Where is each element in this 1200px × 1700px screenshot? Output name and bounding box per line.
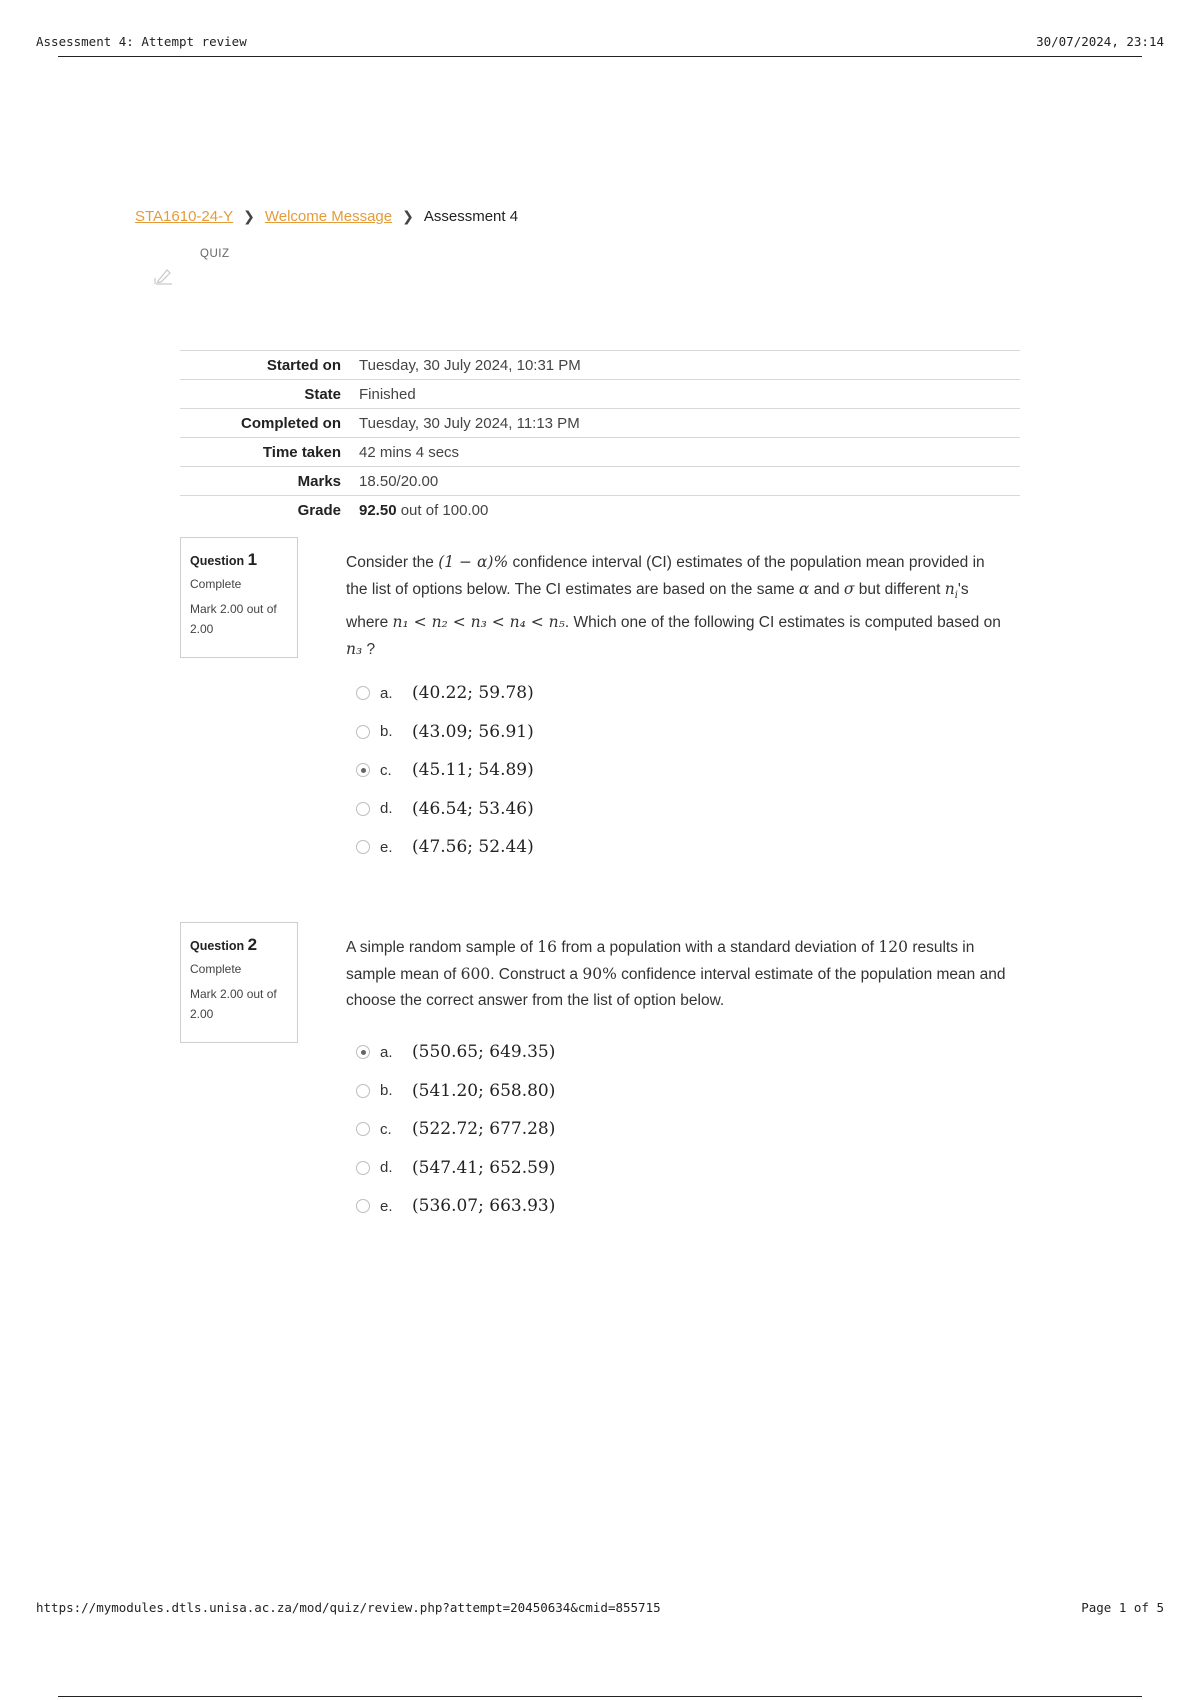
summary-row (180, 409, 1020, 438)
question-state: Complete (190, 962, 242, 977)
breadcrumb-course-link[interactable]: STA1610-24-Y (135, 208, 234, 225)
answer-option[interactable]: a. (40.22; 59.78) (356, 674, 534, 713)
answer-options (356, 1033, 555, 1226)
radio-button[interactable] (356, 1161, 370, 1175)
answer-option[interactable]: e. (536.07; 663.93) (356, 1187, 555, 1226)
page-number: Page 1 of 5 (1081, 1600, 1164, 1615)
summary-value (359, 496, 1020, 525)
activity-type-label: QUIZ (200, 248, 230, 260)
breadcrumb-current: Assessment 4 (423, 208, 519, 225)
math-symbol: σ (843, 580, 855, 598)
summary-row (180, 438, 1020, 467)
question-text: Consider the (1 − α)% confidence interval (CI) estimates of the population mean provided in the list of options below. The CI estimates are based on the same α and σ but different $n_i's$ where n₁ < n₂ < n₃ < n₄ < n₅. Which one of the following CI estimates is computed based on n₃ ? (346, 553, 1001, 659)
math-symbol: n₃ (346, 640, 363, 659)
question-number: Question 1 (190, 550, 258, 569)
page-url: https://mymodules.dtls.unisa.ac.za/mod/quiz/review.php?attempt=20450634&cmid=855715 (36, 1600, 661, 1615)
summary-label: Time taken (180, 438, 359, 467)
math-number: 16 (537, 938, 557, 956)
question-number: Question 2 (190, 935, 258, 954)
answer-options (356, 674, 534, 867)
summary-row (180, 496, 1020, 525)
answer-option[interactable]: c. (45.11; 54.89) (356, 751, 534, 790)
radio-button-selected[interactable] (356, 1045, 370, 1059)
summary-label: State (180, 380, 359, 409)
math-symbol: α (798, 580, 810, 598)
grade-value: 92.50 (359, 501, 397, 519)
radio-button[interactable] (356, 1199, 370, 1213)
chevron-right-icon: ❯ (402, 208, 414, 224)
answer-option[interactable]: d. (547.41; 652.59) (356, 1149, 555, 1188)
summary-value: Tuesday, 30 July 2024, 11:13 PM (359, 409, 1020, 438)
math-number: 90% (582, 965, 617, 983)
footer-divider (58, 1696, 1142, 1697)
breadcrumb-section-link[interactable]: Welcome Message (264, 208, 393, 225)
summary-value: Tuesday, 30 July 2024, 10:31 PM (359, 351, 1020, 380)
radio-button[interactable] (356, 840, 370, 854)
math-number: 120 (878, 938, 908, 956)
answer-option[interactable]: b. (43.09; 56.91) (356, 713, 534, 752)
breadcrumb (135, 208, 518, 225)
radio-button[interactable] (356, 802, 370, 816)
question-state: Complete (190, 577, 242, 592)
answer-option[interactable]: b. (541.20; 658.80) (356, 1072, 555, 1111)
summary-label: Completed on (180, 409, 359, 438)
answer-option[interactable]: c. (522.72; 677.28) (356, 1110, 555, 1149)
answer-option[interactable]: d. (46.54; 53.46) (356, 790, 534, 829)
math-symbol: $n_i$ (944, 580, 958, 602)
question-text: A simple random sample of 16 from a population with a standard deviation of 120 results in sample mean of 600. Construct a 90% confidence interval estimate of the population mean and choose the correct answer from the list of option below. (346, 938, 1006, 1009)
chevron-right-icon: ❯ (243, 208, 255, 224)
question-info-box (180, 537, 298, 658)
radio-button[interactable] (356, 686, 370, 700)
grade-suffix: out of 100.00 (400, 501, 489, 519)
summary-value: 42 mins 4 secs (359, 438, 1020, 467)
print-datetime: 30/07/2024, 23:14 (1036, 34, 1164, 49)
quiz-icon (152, 264, 176, 288)
answer-option[interactable]: a. (550.65; 649.35) (356, 1033, 555, 1072)
print-header (36, 34, 1164, 49)
summary-value: 18.50/20.00 (359, 467, 1020, 496)
math-expression: (1 − α)% (438, 553, 509, 571)
math-number: 600 (460, 965, 491, 983)
radio-button[interactable] (356, 1122, 370, 1136)
summary-row (180, 467, 1020, 496)
radio-button-selected[interactable] (356, 763, 370, 777)
question-info-box (180, 922, 298, 1043)
math-expression: n₁ < n₂ < n₃ < n₄ < n₅ (392, 613, 565, 632)
summary-label: Marks (180, 467, 359, 496)
answer-option[interactable]: e. (47.56; 52.44) (356, 828, 534, 867)
attempt-summary-table (180, 350, 1020, 524)
header-divider (58, 56, 1142, 57)
summary-value: Finished (359, 380, 1020, 409)
question-mark: Mark 2.00 out of 2.00 (190, 602, 277, 636)
question-mark: Mark 2.00 out of 2.00 (190, 987, 277, 1021)
summary-label: Grade (180, 496, 359, 525)
radio-button[interactable] (356, 1084, 370, 1098)
summary-label: Started on (180, 351, 359, 380)
print-footer (36, 1600, 1164, 1615)
radio-button[interactable] (356, 725, 370, 739)
summary-row (180, 380, 1020, 409)
summary-row (180, 351, 1020, 380)
print-title: Assessment 4: Attempt review (36, 34, 247, 49)
